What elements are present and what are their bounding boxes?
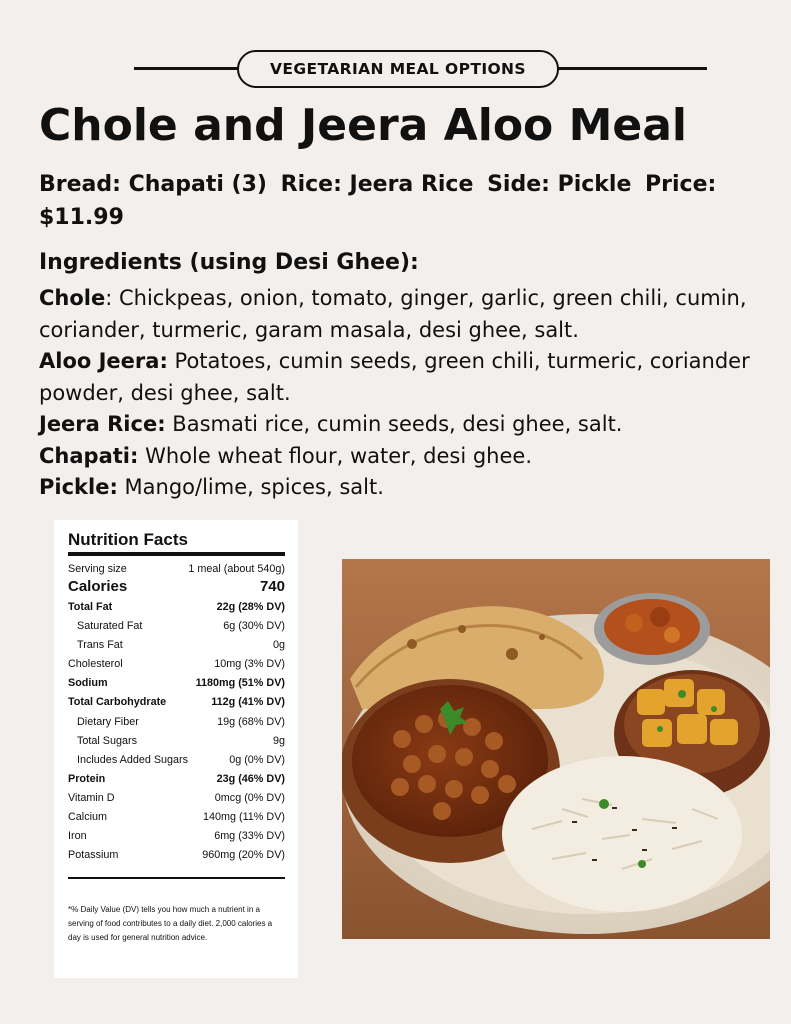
ingredient-text: Basmati rice, cumin seeds, desi ghee, salt.	[172, 412, 623, 436]
nutrient-row	[68, 789, 285, 808]
nutrient-value: 10mg (3% DV)	[214, 658, 285, 671]
serving-value: 1 meal (about 540g)	[188, 563, 285, 575]
nutrient-value: 22g (28% DV)	[216, 601, 285, 613]
nutrient-row	[68, 827, 285, 846]
rice-detail: Rice: Jeera Rice	[280, 172, 474, 197]
nutrient-row	[68, 732, 285, 751]
nutrient-row	[68, 770, 285, 789]
nutrient-row	[68, 617, 285, 636]
ingredient-item: Chole: Chickpeas, onion, tomato, ginger, garlic, green chili, cumin, coriander, turmeric, garam masala, desi ghee, salt.	[39, 286, 747, 342]
ingredient-item	[39, 409, 784, 441]
nutrient-row	[68, 598, 285, 617]
ingredient-name: Chapati:	[39, 443, 139, 468]
calories-row	[68, 577, 285, 598]
nutrient-label: Sodium	[68, 677, 108, 690]
price-detail: Price: $11.99	[39, 172, 717, 230]
nutrient-value: 6mg (33% DV)	[214, 830, 285, 843]
nutrient-value: 1180mg (51% DV)	[195, 677, 285, 690]
nutrient-rows	[68, 598, 285, 865]
daily-value-footnote: *% Daily Value (DV) tells you how much a nutrient in a serving of food contributes to a daily diet. 2,000 calories a day is used for general nutrition advice.	[68, 905, 273, 943]
nutrition-title: Nutrition Facts	[68, 530, 285, 556]
nutrient-label: Trans Fat	[77, 639, 123, 652]
calories-value: 740	[259, 578, 285, 595]
nutrient-row	[68, 751, 285, 770]
nutrient-label: Total Sugars	[77, 734, 138, 747]
meal-details	[39, 168, 759, 234]
nutrient-label: Saturated Fat	[77, 620, 143, 633]
nutrient-value: 0mcg (0% DV)	[214, 791, 285, 804]
nutrient-value: 0g (0% DV)	[229, 753, 285, 766]
nutrient-value: 23g (46% DV)	[216, 772, 285, 785]
ingredient-text: Potatoes, cumin seeds, green chili, turmeric, coriander powder, desi ghee, salt.	[39, 349, 750, 405]
ingredient-name: Jeera Rice:	[39, 412, 166, 436]
section-banner	[134, 50, 707, 88]
calories-label: Calories	[68, 578, 128, 595]
banner-rule-right	[557, 67, 707, 70]
nutrient-label: Calcium	[68, 811, 107, 824]
ingredient-name: Chole	[39, 286, 106, 310]
nutrition-facts-panel	[54, 520, 298, 978]
nutrient-row	[68, 655, 285, 674]
nutrient-value: 6g (30% DV)	[223, 620, 285, 633]
serving-size-row	[68, 561, 285, 577]
side-detail: Side: Pickle	[487, 172, 632, 197]
ingredient-item	[39, 472, 784, 504]
serving-label: Serving size	[68, 563, 127, 575]
ingredients-list	[39, 283, 784, 504]
ingredients-heading: Ingredients (using Desi Ghee):	[39, 250, 419, 275]
nutrient-label: Potassium	[68, 849, 119, 862]
ingredient-name: Pickle:	[39, 475, 118, 499]
ingredient-item	[39, 346, 784, 409]
page-title: Chole and Jeera Aloo Meal	[39, 100, 687, 151]
nutrient-label: Protein	[68, 772, 106, 785]
banner-rule-left	[134, 67, 238, 70]
nutrient-row	[68, 693, 285, 712]
ingredient-name: Aloo Jeera:	[39, 349, 168, 373]
nutrient-row	[68, 674, 285, 693]
nutrient-label: Cholesterol	[68, 658, 123, 671]
nutrient-row	[68, 636, 285, 655]
nutrient-value: 112g (41% DV)	[211, 696, 285, 709]
nutrient-row	[68, 846, 285, 865]
nutrient-label: Vitamin D	[68, 791, 115, 804]
nutrient-value: 19g (68% DV)	[217, 715, 285, 728]
nutrient-row	[68, 713, 285, 732]
ingredient-text: Whole wheat flour, water, desi ghee.	[145, 443, 533, 468]
nutrient-label: Includes Added Sugars	[77, 753, 189, 766]
nutrient-value: 960mg (20% DV)	[202, 849, 285, 862]
meal-photo	[342, 559, 770, 939]
ingredient-item	[39, 441, 784, 473]
nutrient-label: Iron	[68, 830, 87, 843]
ingredient-text: Chickpeas, onion, tomato, ginger, garlic, green chili, cumin, coriander, turmeric, garam masala, desi ghee, salt.	[39, 286, 747, 342]
ingredient-text: Mango/lime, spices, salt.	[124, 475, 384, 499]
nutrient-value: 0g	[272, 639, 285, 652]
nutrition-divider	[68, 877, 285, 879]
nutrient-label: Total Carbohydrate	[68, 696, 167, 709]
nutrient-row	[68, 808, 285, 827]
nutrient-value: 140mg (11% DV)	[202, 811, 285, 824]
bread-detail: Bread: Chapati (3)	[39, 172, 267, 197]
nutrient-label: Total Fat	[68, 601, 113, 613]
nutrient-value: 9g	[272, 734, 285, 747]
banner-label: VEGETARIAN MEAL OPTIONS	[237, 50, 559, 88]
nutrient-label: Dietary Fiber	[77, 715, 139, 728]
